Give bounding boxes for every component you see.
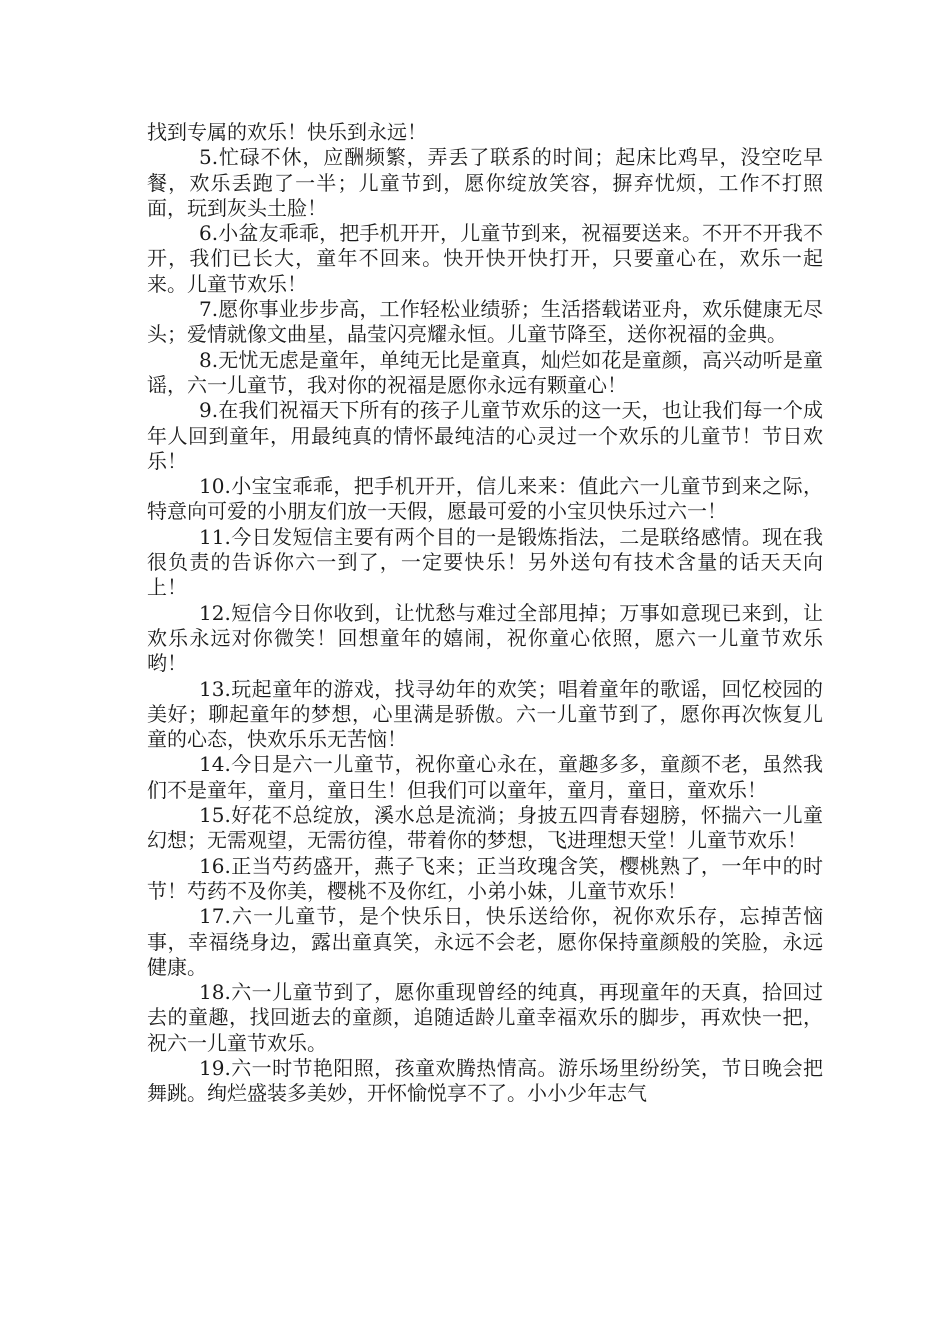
list-item-17: 17.六一儿童节，是个快乐日，快乐送给你，祝你欢乐存，忘掉苦恼事，幸福绕身边，露出童真笑，永远不会老，愿你保持童颜般的笑脸，永远健康。 xyxy=(147,904,823,979)
list-item-11: 11.今日发短信主要有两个目的一是锻炼指法，二是联络感情。现在我很负责的告诉你六一到了，一定要快乐！另外送句有技术含量的话天天向上！ xyxy=(147,524,823,600)
list-item-10: 10.小宝宝乖乖，把手机开开，信儿来来：值此六一儿童节到来之际，特意向可爱的小朋友们放一天假，愿最可爱的小宝贝快乐过六一！ xyxy=(147,474,823,524)
list-item-9: 9.在我们祝福天下所有的孩子儿童节欢乐的这一天，也让我们每一个成年人回到童年，用最纯真的情怀最纯洁的心灵过一个欢乐的儿童节！节日欢乐！ xyxy=(147,398,823,473)
list-item-7: 7.愿你事业步步高，工作轻松业绩骄；生活搭载诺亚舟，欢乐健康无尽头；爱情就像文曲星，晶莹闪亮耀永恒。儿童节降至，送你祝福的金典。 xyxy=(147,297,823,347)
list-item-15: 15.好花不总绽放，溪水总是流淌；身披五四青春翅膀，怀揣六一儿童幻想；无需观望，无需彷徨，带着你的梦想，飞进理想天堂！儿童节欢乐！ xyxy=(147,803,823,853)
list-item-13: 13.玩起童年的游戏，找寻幼年的欢笑；唱着童年的歌谣，回忆校园的美好；聊起童年的梦想，心里满是骄傲。六一儿童节到了，愿你再次恢复儿童的心态，快欢乐乐无苦恼！ xyxy=(147,676,823,752)
document-body xyxy=(147,120,823,1107)
list-item-18: 18.六一儿童节到了，愿你重现曾经的纯真，再现童年的天真，拾回过去的童趣，找回逝去的童颜，追随适龄儿童幸福欢乐的脚步，再欢快一把，祝六一儿童节欢乐。 xyxy=(147,980,823,1055)
list-item-16: 16.正当芍药盛开，燕子飞来；正当玫瑰含笑，樱桃熟了，一年中的时节！芍药不及你美，樱桃不及你红，小弟小妹，儿童节欢乐！ xyxy=(147,853,823,903)
list-item-14: 14.今日是六一儿童节，祝你童心永在，童趣多多，童颜不老，虽然我们不是童年，童月，童日生！但我们可以童年，童月，童日，童欢乐！ xyxy=(147,752,823,802)
list-item-5: 5.忙碌不休，应酬频繁，弄丢了联系的时间；起床比鸡早，没空吃早餐，欢乐丢跑了一半；儿童节到，愿你绽放笑容，摒弃忧烦，工作不打照面，玩到灰头土脸！ xyxy=(147,145,823,220)
list-item-6: 6.小盆友乖乖，把手机开开，儿童节到来，祝福要送来。不开不开我不开，我们已长大，童年不回来。快开快开快打开，只要童心在，欢乐一起来。儿童节欢乐！ xyxy=(147,221,823,296)
list-item-12: 12.短信今日你收到，让忧愁与难过全部甩掉；万事如意现已来到，让欢乐永远对你微笑！回想童年的嬉闹，祝你童心依照，愿六一儿童节欢乐哟！ xyxy=(147,600,823,676)
paragraph-continuation: 找到专属的欢乐！快乐到永远！ xyxy=(147,120,427,144)
list-item-8: 8.无忧无虑是童年，单纯无比是童真，灿烂如花是童颜，高兴动听是童谣，六一儿童节，我对你的祝福是愿你永远有颗童心！ xyxy=(147,347,823,397)
list-item-19: 19.六一时节艳阳照，孩童欢腾热情高。游乐场里纷纷笑，节日晚会把舞跳。绚烂盛装多美妙，开怀愉悦享不了。小小少年志气 xyxy=(147,1055,823,1106)
